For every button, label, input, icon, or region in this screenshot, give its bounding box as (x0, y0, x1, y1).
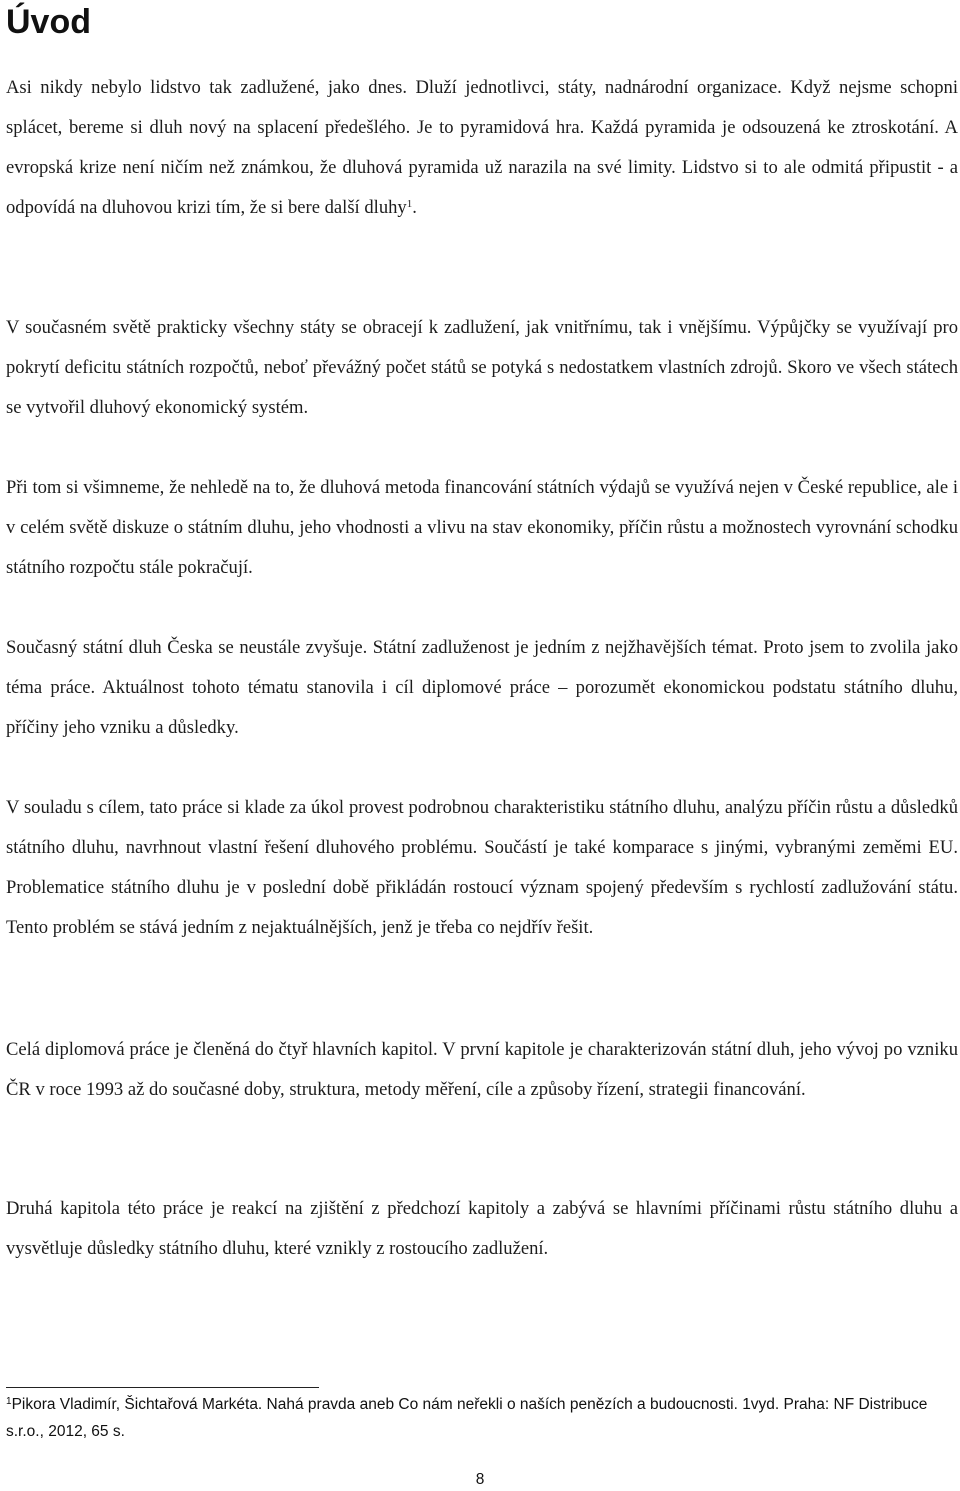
paragraph-1-main: Asi nikdy nebylo lidstvo tak zadlužené, jako dnes. Dluží jednotlivci, státy, nadnárodní organizace. Když nejsme schopni splácet, bereme si dluh nový na splacení předešlého. Je to pyramidová hra. Každá pyramida je odsouzená ke ztroskotání. A evropská krize není ničím než známkou, že dluhová pyramida už narazila na své limity. Lidstvo si to ale odmitá připustit - a odpovídá na dluhovou krizi tím, že si bere další dluhy (6, 77, 958, 218)
page-title: Úvod (6, 3, 91, 41)
footnote-text: Pikora Vladimír, Šichtařová Markéta. Nahá pravda aneb Co nám neřekli o naších penězích a budoucnosti. 1vyd. Praha: NF Distribuce s.r.o., 2012, 65 s. (6, 1396, 928, 1440)
paragraph-3-text: Při tom si všimneme, že nehledě na to, že dluhová metoda financování státních výdajů se využívá nejen v České republice, ale i v celém světě diskuze o státním dluhu, jeho vhodnosti a vlivu na stav ekonomiky, příčin růstu a možnostech vyrovnání schodku státního rozpočtu stále pokračují. (6, 477, 958, 578)
paragraph-4-text: Současný státní dluh Česka se neustále zvyšuje. Státní zadluženost je jedním z nejžhavějších témat. Proto jsem to zvolila jako téma práce. Aktuálnost tohoto tématu stanovila i cíl diplomové práce – porozumět ekonomickou podstatu státního dluhu, příčiny jeho vzniku a důsledky. (6, 637, 958, 738)
paragraph-1 (6, 68, 958, 228)
footnote-reference[interactable]: 1 (406, 198, 413, 210)
paragraph-4 (6, 628, 958, 748)
paragraph-7 (6, 1189, 958, 1269)
paragraph-7-text: Druhá kapitola této práce je reakcí na zjištění z předchozí kapitoly a zabývá se hlavními příčinami růstu státního dluhu a vysvětluje důsledky státního dluhu, které vznikly z rostoucího zadlužení. (6, 1198, 958, 1259)
paragraph-2-text: V současném světě prakticky všechny státy se obracejí k zadlužení, jak vnitřnímu, tak i vnějšímu. Výpůjčky se využívají pro pokrytí deficitu státních rozpočtů, neboť převážný počet států se potyká s nedostatkem vlastních zdrojů. Skoro ve všech státech se vytvořil dluhový ekonomický systém. (6, 317, 958, 418)
paragraph-1-end: . (412, 197, 417, 218)
paragraph-1-text (6, 68, 958, 228)
paragraph-5 (6, 788, 958, 948)
footnote-number: 1 (6, 1396, 12, 1407)
paragraph-6 (6, 1030, 958, 1110)
paragraph-5-text: V souladu s cílem, tato práce si klade za úkol provest podrobnou charakteristiku státního dluhu, analýzu příčin růstu a důsledků státního dluhu, navrhnout vlastní řešení dluhového problému. Součástí je také komparace s jinými, vybranými zeměmi EU. Problematice státního dluhu je v poslední době přikládán rostoucí význam spojený především s rychlostí zadlužování státu. Tento problém se stává jedním z nejaktuálnějších, jenž je třeba co nejdřív řešit. (6, 797, 958, 938)
page-number: 8 (475, 1471, 485, 1488)
paragraph-6-text: Celá diplomová práce je členěná do čtyř hlavních kapitol. V první kapitole je charakterizován státní dluh, jeho vývoj po vzniku ČR v roce 1993 až do současné doby, struktura, metody měření, cíle a způsoby řízení, strategii financování. (6, 1039, 958, 1100)
footnote (6, 1391, 956, 1445)
footnote-separator (6, 1387, 319, 1388)
paragraph-3 (6, 468, 958, 588)
paragraph-2 (6, 308, 958, 428)
